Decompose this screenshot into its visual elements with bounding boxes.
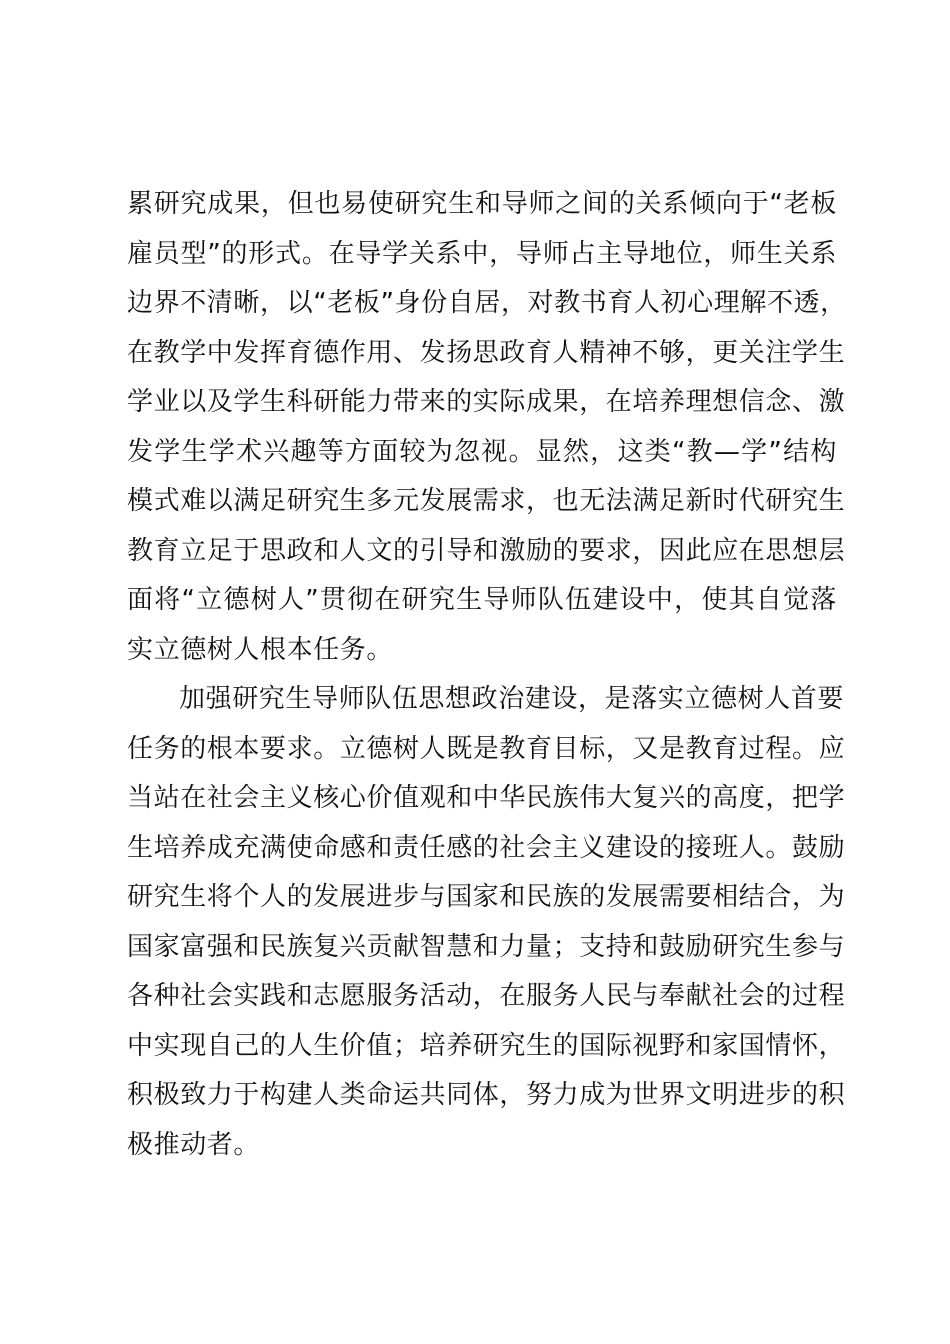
text-line: 中实现自己的人生价值；培养研究生的国际视野和家国情怀， xyxy=(127,1030,846,1061)
text-line: 国家富强和民族复兴贡献智慧和力量；支持和鼓励研究生参与 xyxy=(127,931,846,962)
text-line: 雇员型”的形式。在导学关系中，导师占主导地位，师生关系 xyxy=(127,238,837,269)
text-line: 学业以及学生科研能力带来的实际成果，在培养理想信念、激 xyxy=(127,387,846,417)
text-line: 实立德树人根本任务。 xyxy=(127,634,394,665)
body-text xyxy=(127,180,847,1170)
paragraph-1 xyxy=(127,180,847,675)
text-line: 模式难以满足研究生多元发展需求，也无法满足新时代研究生 xyxy=(127,486,846,516)
text-line: 面将“立德树人”贯彻在研究生导师队伍建设中，使其自觉落 xyxy=(127,585,837,615)
text-line: 各种社会实践和志愿服务活动，在服务人民与奉献社会的过程 xyxy=(127,981,846,1011)
text-line: 当站在社会主义核心价值观和中华民族伟大复兴的高度，把学 xyxy=(127,783,846,813)
text-line: 发学生学术兴趣等方面较为忽视。显然，这类“教—学”结构 xyxy=(127,436,837,467)
paragraph-2 xyxy=(127,675,846,1170)
text-line: 极推动者。 xyxy=(127,1129,261,1160)
text-line: 边界不清晰，以“老板”身份自居，对教书育人初心理解不透， xyxy=(127,288,847,318)
text-line: 累研究成果，但也易使研究生和导师之间的关系倾向于“老板 xyxy=(127,189,837,219)
text-line: 教育立足于思政和人文的引导和激励的要求，因此应在思想层 xyxy=(127,535,846,566)
text-line: 加强研究生导师队伍思想政治建设，是落实立德树人首要 xyxy=(179,684,845,714)
text-line: 生培养成充满使命感和责任感的社会主义建设的接班人。鼓励 xyxy=(127,832,846,863)
text-line: 在教学中发挥育德作用、发扬思政育人精神不够，更关注学生 xyxy=(127,337,846,368)
text-line: 积极致力于构建人类命运共同体，努力成为世界文明进步的积 xyxy=(127,1080,846,1110)
text-line: 任务的根本要求。立德树人既是教育目标，又是教育过程。应 xyxy=(127,733,846,764)
text-line: 研究生将个人的发展进步与国家和民族的发展需要相结合，为 xyxy=(127,882,846,912)
